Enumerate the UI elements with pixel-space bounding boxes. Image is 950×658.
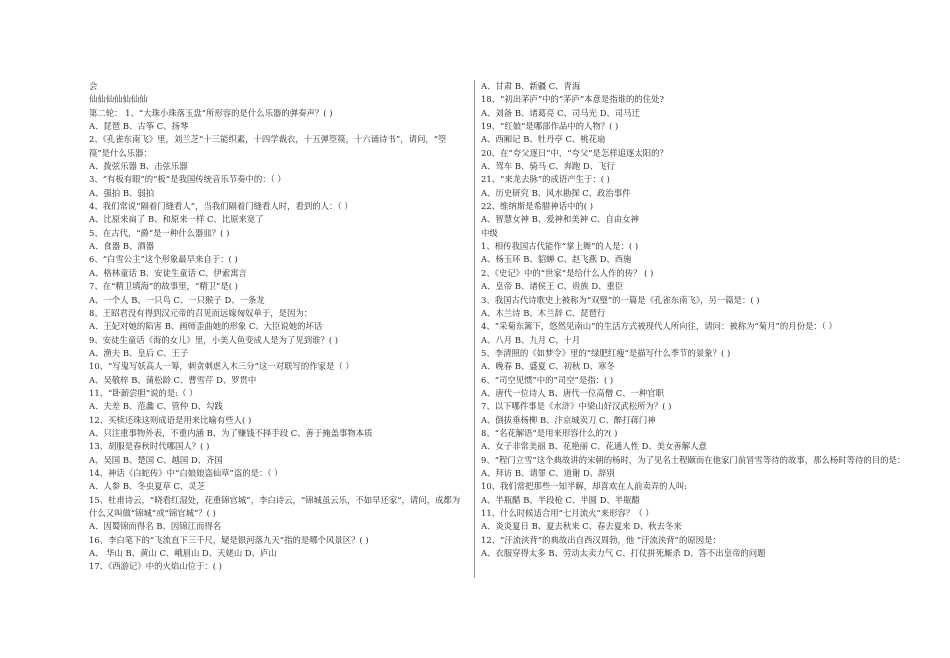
- text-line: 仙仙仙仙仙仙仙: [89, 94, 148, 105]
- question-line: 8、王昭君没有得到汉元帝的召见而远嫁匈奴单于，是因为：: [89, 307, 313, 318]
- left-column: [89, 80, 467, 574]
- question-line: 21、“来龙去脉”的成语产生于：( ): [481, 174, 610, 185]
- answer-options: A、格林童话 B、安徒生童话 C、伊索寓言: [89, 267, 247, 278]
- answer-options: A、历史研究 B、风水勘探 C、政治事件: [481, 187, 631, 198]
- question-line: 17、《西游记》中的火焰山位于：( ): [89, 561, 222, 572]
- answer-options: A、唐代一位诗人 B、唐代一位高僧 C、一种官职: [481, 387, 665, 398]
- answer-options: A、驾车 B、骑马 C、奔跑 D、飞行: [481, 161, 615, 172]
- column-divider: [474, 80, 475, 578]
- question-line: 13、胡服是春秋时代哪国人？( ): [89, 441, 210, 452]
- answer-options: A、炎炎夏日 B、夏去秋来 C、春去夏来 D、秋去冬来: [481, 521, 682, 532]
- answer-options: A、吴敬梓 B、蒲松龄 C、曹雪芹 D、罗贯中: [89, 374, 257, 385]
- answer-options: A、因蜀锦而得名 B、因锦江而得名: [89, 521, 222, 532]
- question-line: 6、“白雪公主”这个形象最早来自于：( ): [89, 254, 238, 265]
- question-line: 10、“写鬼写妖高人一筹，刺贪刺虐入木三分”这一对联写的作家是（ ）: [89, 361, 354, 372]
- answer-options: A、王妃对她的陷害 B、画师歪曲她的形象 C、大臣说她的坏话: [89, 321, 323, 332]
- question-line: 12、买椟还珠这则成语是用来比喻有些人( ): [89, 414, 252, 425]
- answer-options: A、强拍 B、弱拍: [89, 187, 155, 198]
- question-line: 22、维纳斯是希腊神话中的( ): [481, 201, 593, 212]
- question-line: 3、我国古代诗歌史上被称为“双璧”的一篇是《孔雀东南飞》，另一篇是：( ): [481, 294, 760, 305]
- answer-options: A、夫差 B、范蠡 C、管仲 D、勾践: [89, 401, 223, 412]
- question-line: 15、杜甫诗云，“晓看红湿处，花重锦官城”，李白诗云，“锦城虽云乐，不如早还家”，请问，成都为什么又叫做“锦城”或“锦官城”？( ): [89, 494, 461, 518]
- question-line: 11、“卧薪尝胆”说的是:（ ）: [89, 387, 198, 398]
- answer-options: A、拨弦乐器 B、击弦乐器: [89, 161, 188, 172]
- answer-options: A、渔夫 B、皇后 C、王子: [89, 347, 189, 358]
- question-line: 5、在古代，“爵”是一种什么器皿？( ): [89, 227, 230, 238]
- text-line: 会: [89, 81, 98, 91]
- question-line: 3、“有板有眼”的“板”是我国传统音乐节奏中的：（ ）: [89, 174, 286, 185]
- answer-options: A、琵琶 B、古筝 C、扬琴: [89, 121, 189, 132]
- answer-options: A、木兰诗 B、木兰辞 C、琵琶行: [481, 307, 606, 318]
- answer-options: A、 华山 B、黄山 C、峨眉山 D、天姥山 D、庐山: [89, 548, 277, 559]
- answer-options: A、倒拔垂杨柳 B、汴京城卖刀 C、醉打蒋门神: [481, 414, 656, 425]
- question-line: 7、以下哪件事是《水浒》中梁山好汉武松所为？( ): [481, 401, 672, 412]
- question-line: 20、在“夸父逐日”中，“夸父”是怎样追逐太阳的？: [481, 147, 668, 158]
- question-line: 4、“采菊东篱下，悠然见南山”的生活方式被现代人所向往，请问：被称为“菊月”的月份是：（ ）: [481, 321, 837, 332]
- answer-options: A、晚春 B、盛夏 C、初秋 D、寒冬: [481, 361, 615, 372]
- question-line: 5、李清照的《如梦令》里的“绿肥红瘦”是描写什么季节的景象？( ): [481, 347, 731, 358]
- answer-options: A、拜访 B、请罪 C、道谢 D、辞别: [481, 467, 615, 478]
- answer-options: A、刘备 B、诸葛亮 C、司马光 D、司马迁: [481, 107, 640, 118]
- question-line: 8、“名花解语”是用来形容什么的?( ): [481, 427, 618, 438]
- answer-options: A、衣服穿得太多 B、劳动太卖力气 C、打仗拼死厮杀 D、答不出皇帝的问题: [481, 548, 766, 559]
- answer-options: A、女子非常美丽 B、花艳丽 C、花通人性 D、美女善解人意: [481, 441, 707, 452]
- answer-options: A、一个人 B、一只鸟 C、一只猴子 D、一条龙: [89, 294, 265, 305]
- question-line: 16、李白笔下的“飞流直下三千尺，疑是银河落九天”指的是哪个风景区？( ): [89, 534, 369, 545]
- question-line: 6、“司空见惯”中的“司空”是指：( ): [481, 374, 614, 385]
- answer-options: A、食器 B、酒器: [89, 241, 155, 252]
- question-line: 11、什么时候适合用“七月流火”来形容？（ ）: [481, 508, 654, 518]
- answer-options: A、人参 B、冬虫夏草 C、灵芝: [89, 481, 206, 492]
- question-line: 19、“红娘”是哪部作品中的人物？( ): [481, 121, 619, 132]
- question-line: 2、《史记》中的“世家”是给什么人作的传？ ( ): [481, 267, 654, 278]
- answer-options: A、八月 B、九月 C、十月: [481, 334, 581, 345]
- answer-options: A、皇帝 B、诸侯王 C、贵族 D、重臣: [481, 281, 624, 292]
- question-line: 1、相传我国古代能作“掌上舞”的人是：( ): [481, 241, 639, 252]
- answer-options: A、半瓶醋 B、半段枪 C、半圆 D、半瓶醋: [481, 494, 640, 505]
- question-line: 9、“程门立雪”这个典故讲的宋朝的杨时，为了见名士程颐而在他家门前冒雪等待的故事，那么杨时等待的目的是：: [481, 454, 906, 465]
- question-line: 第二轮： 1、“大珠小珠落玉盘”所形容的是什么乐器的弹奏声？( ): [89, 107, 333, 118]
- question-line: 10、我们常把那些一知半解，却喜欢在人前卖弄的人叫:: [481, 481, 688, 492]
- right-column: [481, 80, 911, 560]
- question-line: 7、在“精卫填海”的故事里，“精卫”是( ): [89, 281, 238, 292]
- question-line: 2、《孔雀东南飞》里，刘兰芝“十三能织素，十四学裁衣，十五弹箜篌，十六诵诗书”，请问，“箜篌”是什么乐器：: [89, 134, 447, 158]
- answer-options: A、甘肃 B、新疆 C、青海: [481, 81, 581, 91]
- answer-options: A、吴国 B、楚国 C、越国 D、齐国: [89, 454, 223, 465]
- answer-options: A、只注重事物外表，不重内涵 B、为了赚钱不择手段 C、善于掩盖事物本质: [89, 427, 373, 438]
- question-line: 18、“初出茅庐”中的“茅庐”本意是指谁的的住处?: [481, 94, 665, 105]
- answer-options: A、智慧女神 B、爱神和美神 C、自由女神: [481, 214, 639, 225]
- question-line: 12、“汗流浃背”的典故出自西汉周勃，他 “汗流浃背”的原因是：: [481, 534, 721, 545]
- answer-options: A、杨玉环 B、貂蝉 C、赵飞燕 D、西施: [481, 254, 632, 265]
- answer-options: A、西厢记 B、牡丹亭 C、桃花扇: [481, 134, 606, 145]
- answer-options: A、比原来扁了 B、和原来一样 C、比原来宽了: [89, 214, 264, 225]
- question-line: 4、我们常说“隔着门缝看人”，当我们隔着门缝看人时，看到的人：（ ）: [89, 201, 353, 212]
- question-line: 9、安徒生童话《海的女儿》里，小美人鱼变成人是为了见到谁？( ): [89, 334, 339, 345]
- section-heading: 中级: [481, 227, 498, 238]
- question-line: 14、神话《白蛇传》中“白娘娘盗仙草”盗的是：（ ）: [89, 467, 283, 478]
